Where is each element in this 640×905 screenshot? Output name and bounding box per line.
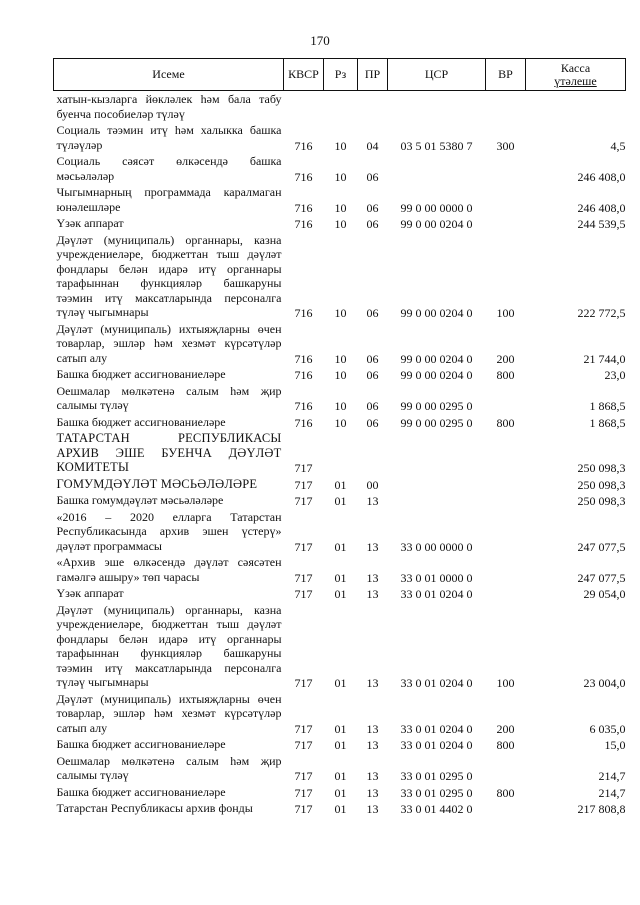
row-kvsr: 717 bbox=[294, 785, 313, 800]
row-name: Чыгымнарның программада каралмаган юнәлешләре bbox=[56, 185, 282, 214]
row-csr: 99 0 00 0204 0 bbox=[400, 217, 473, 231]
header-sum bbox=[526, 59, 626, 91]
row-csr: 33 0 01 0295 0 bbox=[400, 769, 473, 783]
table-row bbox=[54, 476, 626, 493]
row-sum: 4,5 bbox=[610, 138, 626, 153]
row-csr bbox=[388, 492, 486, 509]
row-name: Башка бюджет ассигнованиеләре bbox=[56, 414, 226, 429]
table-row bbox=[54, 232, 626, 321]
row-csr: 33 0 01 0204 0 bbox=[400, 721, 473, 736]
row-name: ГОМУМДӘҮЛӘТ МӘСЬӘЛӘЛӘРЕ bbox=[56, 476, 258, 491]
row-kvsr: 716 bbox=[294, 138, 313, 153]
row-sum: 246 408,0 bbox=[577, 200, 626, 215]
row-sum: 244 539,5 bbox=[577, 217, 626, 231]
row-sum: 250 098,3 bbox=[577, 494, 626, 508]
table-row bbox=[54, 430, 626, 476]
row-rz: 01 bbox=[334, 802, 347, 816]
row-kvsr: 716 bbox=[294, 351, 313, 366]
row-name: ТАТАРСТАН РЕСПУБЛИКАСЫ АРХИВ ЭШЕ БУЕНЧА ДӘҮЛӘТ КОМИТЕТЫ bbox=[56, 431, 282, 474]
row-pr: 06 bbox=[366, 415, 379, 430]
row-rz: 10 bbox=[334, 217, 347, 231]
row-kvsr: 717 bbox=[294, 494, 313, 508]
row-pr bbox=[358, 91, 388, 123]
row-sum: 217 808,8 bbox=[577, 802, 626, 816]
row-pr: 13 bbox=[366, 539, 379, 554]
row-sum: 222 772,5 bbox=[577, 306, 626, 320]
row-name: Башка бюджет ассигнованиеләре bbox=[56, 737, 226, 751]
row-kvsr bbox=[284, 91, 324, 123]
row-vr bbox=[486, 430, 526, 476]
row-sum: 23,0 bbox=[604, 368, 626, 382]
row-name: Дәүләт (муниципаль) ихтыяҗларны өчен товарлар, эшләр һәм хезмәт күрсәтүләр сатып алу bbox=[56, 321, 282, 365]
row-rz: 10 bbox=[334, 138, 347, 153]
table-row bbox=[54, 366, 626, 383]
row-sum: 250 098,3 bbox=[577, 477, 626, 492]
row-csr: 99 0 00 0204 0 bbox=[400, 368, 473, 382]
row-vr bbox=[486, 383, 526, 414]
row-sum: 29 054,0 bbox=[583, 587, 626, 601]
header-kvsr: КВСР bbox=[284, 59, 324, 91]
row-vr: 800 bbox=[496, 738, 515, 752]
row-vr bbox=[486, 509, 526, 555]
header-sum-line2: үтәлеше bbox=[554, 73, 597, 88]
row-kvsr: 717 bbox=[294, 676, 313, 690]
row-pr: 06 bbox=[366, 200, 379, 215]
row-rz: 01 bbox=[334, 785, 347, 800]
table-row bbox=[54, 492, 626, 509]
row-rz: 01 bbox=[334, 738, 347, 752]
row-csr: 99 0 00 0204 0 bbox=[400, 306, 473, 320]
row-kvsr: 716 bbox=[294, 415, 313, 430]
row-vr bbox=[486, 492, 526, 509]
row-kvsr: 716 bbox=[294, 306, 313, 320]
row-name: Татарстан Республикасы архив фонды bbox=[56, 801, 253, 815]
header-csr: ЦСР bbox=[388, 59, 486, 91]
row-pr: 06 bbox=[366, 169, 379, 184]
table-row bbox=[54, 509, 626, 555]
table-row bbox=[54, 753, 626, 784]
row-rz: 10 bbox=[334, 415, 347, 430]
row-vr bbox=[486, 753, 526, 784]
table-row bbox=[54, 215, 626, 232]
row-vr bbox=[486, 800, 526, 817]
row-csr bbox=[388, 91, 486, 123]
row-rz: 01 bbox=[334, 570, 347, 585]
row-csr bbox=[388, 153, 486, 184]
row-kvsr: 716 bbox=[294, 399, 313, 413]
row-sum: 247 077,5 bbox=[577, 570, 626, 585]
table-row bbox=[54, 736, 626, 753]
row-name: Үзәк аппарат bbox=[56, 586, 124, 600]
row-kvsr: 716 bbox=[294, 169, 313, 184]
row-rz: 01 bbox=[334, 477, 347, 492]
budget-table bbox=[53, 58, 626, 817]
row-vr bbox=[486, 184, 526, 215]
row-kvsr: 717 bbox=[294, 738, 313, 752]
row-name: Социаль сәясәт өлкәсендә башка мәсьәләләр bbox=[56, 154, 282, 183]
row-kvsr: 716 bbox=[294, 368, 313, 382]
row-sum: 1 868,5 bbox=[589, 399, 626, 413]
table-row bbox=[54, 122, 626, 153]
header-sum-line1: Касса bbox=[560, 60, 591, 75]
row-vr: 200 bbox=[496, 721, 515, 736]
row-pr: 06 bbox=[366, 351, 379, 366]
row-rz: 10 bbox=[334, 399, 347, 413]
row-sum: 247 077,5 bbox=[577, 539, 626, 554]
table-row bbox=[54, 184, 626, 215]
row-name: Башка гомумдәүләт мәсьәләләре bbox=[56, 493, 224, 507]
row-csr: 99 0 00 0295 0 bbox=[400, 415, 473, 430]
row-csr: 33 0 01 0295 0 bbox=[400, 785, 473, 800]
row-pr: 13 bbox=[366, 570, 379, 585]
row-kvsr: 717 bbox=[294, 570, 313, 585]
row-kvsr: 717 bbox=[294, 587, 313, 601]
row-csr bbox=[388, 476, 486, 493]
row-pr: 06 bbox=[366, 306, 379, 320]
row-csr: 03 5 01 5380 7 bbox=[400, 138, 473, 153]
row-vr: 800 bbox=[496, 785, 515, 800]
row-vr bbox=[486, 585, 526, 602]
row-sum: 214,7 bbox=[598, 785, 626, 800]
row-csr bbox=[388, 430, 486, 476]
row-kvsr: 717 bbox=[294, 721, 313, 736]
row-rz: 10 bbox=[334, 306, 347, 320]
row-name: Үзәк аппарат bbox=[56, 216, 124, 230]
table-row bbox=[54, 554, 626, 585]
row-rz bbox=[324, 430, 358, 476]
row-vr: 200 bbox=[496, 351, 515, 366]
header-name: Исеме bbox=[54, 59, 284, 91]
row-rz: 10 bbox=[334, 169, 347, 184]
row-vr bbox=[486, 215, 526, 232]
row-pr: 13 bbox=[366, 587, 379, 601]
table-row bbox=[54, 602, 626, 691]
row-sum: 6 035,0 bbox=[589, 721, 626, 736]
row-vr: 100 bbox=[496, 676, 515, 690]
table-row bbox=[54, 321, 626, 367]
row-rz: 01 bbox=[334, 539, 347, 554]
row-kvsr: 717 bbox=[294, 461, 313, 475]
row-pr: 13 bbox=[366, 785, 379, 800]
header-pr: ПР bbox=[358, 59, 388, 91]
header-rz: Рз bbox=[324, 59, 358, 91]
table-row bbox=[54, 414, 626, 431]
row-csr: 99 0 00 0204 0 bbox=[400, 351, 473, 366]
row-sum: 1 868,5 bbox=[589, 415, 626, 430]
row-kvsr: 717 bbox=[294, 802, 313, 816]
row-csr: 33 0 01 0204 0 bbox=[400, 676, 473, 690]
row-sum: 246 408,0 bbox=[577, 169, 626, 184]
row-name: Дәүләт (муниципаль) органнары, казна учреждениеләре, бюджеттан тыш дәүләт фондлары белән идарә итү органнары тарафыннан функцияләр башкаруны тәэмин итү максатларында персоналга түләү чыгымнары bbox=[56, 602, 282, 689]
row-sum: 214,7 bbox=[598, 769, 626, 783]
row-pr: 06 bbox=[366, 217, 379, 231]
table-row bbox=[54, 91, 626, 123]
row-kvsr: 717 bbox=[294, 769, 313, 783]
row-rz: 01 bbox=[334, 721, 347, 736]
row-vr bbox=[486, 554, 526, 585]
row-csr: 99 0 00 0000 0 bbox=[400, 200, 473, 215]
row-name: Дәүләт (муниципаль) органнары, казна учреждениеләре, бюджеттан тыш дәүләт фондлары белән идарә итү органнары тарафыннан функцияләр башкаруны тәэмин итү максатларында персоналга түләү чыгымнары bbox=[56, 232, 282, 319]
row-csr: 33 0 01 0204 0 bbox=[400, 738, 473, 752]
row-vr bbox=[486, 476, 526, 493]
page-number: 170 bbox=[310, 33, 330, 48]
row-pr: 13 bbox=[366, 802, 379, 816]
row-csr: 33 0 01 0000 0 bbox=[400, 570, 473, 585]
row-vr bbox=[486, 153, 526, 184]
row-vr bbox=[486, 91, 526, 123]
row-name: Оешмалар мөлкәтенә салым һәм җир салымы түләү bbox=[56, 753, 282, 782]
row-pr: 06 bbox=[366, 368, 379, 382]
row-vr: 100 bbox=[496, 306, 515, 320]
row-name: «2016 – 2020 елларга Татарстан Республикасында архив эшен үстерү» дәүләт программасы bbox=[56, 509, 282, 553]
row-pr: 13 bbox=[366, 676, 379, 690]
row-sum: 250 098,3 bbox=[577, 461, 626, 475]
row-pr: 13 bbox=[366, 738, 379, 752]
row-pr: 06 bbox=[366, 399, 379, 413]
row-name: Башка бюджет ассигнованиеләре bbox=[56, 367, 226, 381]
row-kvsr: 716 bbox=[294, 217, 313, 231]
row-name: Социаль тәэмин итү һәм халыкка башка түләүләр bbox=[56, 123, 282, 152]
table-row bbox=[54, 383, 626, 414]
table-body bbox=[54, 91, 626, 817]
table-row bbox=[54, 153, 626, 184]
row-pr: 13 bbox=[366, 721, 379, 736]
row-sum: 23 004,0 bbox=[583, 676, 626, 690]
row-rz: 01 bbox=[334, 676, 347, 690]
row-pr: 13 bbox=[366, 494, 379, 508]
row-rz: 01 bbox=[334, 587, 347, 601]
table-row bbox=[54, 585, 626, 602]
row-kvsr: 717 bbox=[294, 539, 313, 554]
header-vr: ВР bbox=[486, 59, 526, 91]
row-pr: 00 bbox=[366, 477, 379, 492]
row-pr bbox=[358, 430, 388, 476]
row-name: Дәүләт (муниципаль) ихтыяҗларны өчен товарлар, эшләр һәм хезмәт күрсәтүләр сатып алу bbox=[56, 691, 282, 735]
row-name: Оешмалар мөлкәтенә салым һәм җир салымы түләү bbox=[56, 383, 282, 412]
row-rz: 01 bbox=[334, 494, 347, 508]
row-sum bbox=[526, 91, 626, 123]
row-csr: 33 0 00 0000 0 bbox=[400, 539, 473, 554]
table-header bbox=[54, 59, 626, 91]
row-csr: 99 0 00 0295 0 bbox=[400, 399, 473, 413]
row-pr: 04 bbox=[366, 138, 379, 153]
table-row bbox=[54, 800, 626, 817]
row-kvsr: 716 bbox=[294, 200, 313, 215]
row-rz: 10 bbox=[334, 200, 347, 215]
row-kvsr: 717 bbox=[294, 477, 313, 492]
row-rz bbox=[324, 91, 358, 123]
table-row bbox=[54, 784, 626, 801]
row-rz: 01 bbox=[334, 769, 347, 783]
row-vr: 300 bbox=[496, 138, 515, 153]
row-sum: 15,0 bbox=[604, 738, 626, 752]
row-csr: 33 0 01 4402 0 bbox=[400, 802, 473, 816]
row-name: Башка бюджет ассигнованиеләре bbox=[56, 784, 226, 799]
row-vr: 800 bbox=[496, 368, 515, 382]
row-name: хатын-кызларга йөкләлек һәм бала табу буенча пособиеләр түләү bbox=[56, 92, 282, 121]
row-rz: 10 bbox=[334, 351, 347, 366]
row-pr: 13 bbox=[366, 769, 379, 783]
row-sum: 21 744,0 bbox=[583, 351, 626, 366]
row-csr: 33 0 01 0204 0 bbox=[400, 587, 473, 601]
table-row bbox=[54, 691, 626, 737]
row-name: «Архив эше өлкәсендә дәүләт сәясәтен гамәлгә ашыру» төп чарасы bbox=[56, 555, 282, 584]
row-rz: 10 bbox=[334, 368, 347, 382]
row-vr: 800 bbox=[496, 415, 515, 430]
